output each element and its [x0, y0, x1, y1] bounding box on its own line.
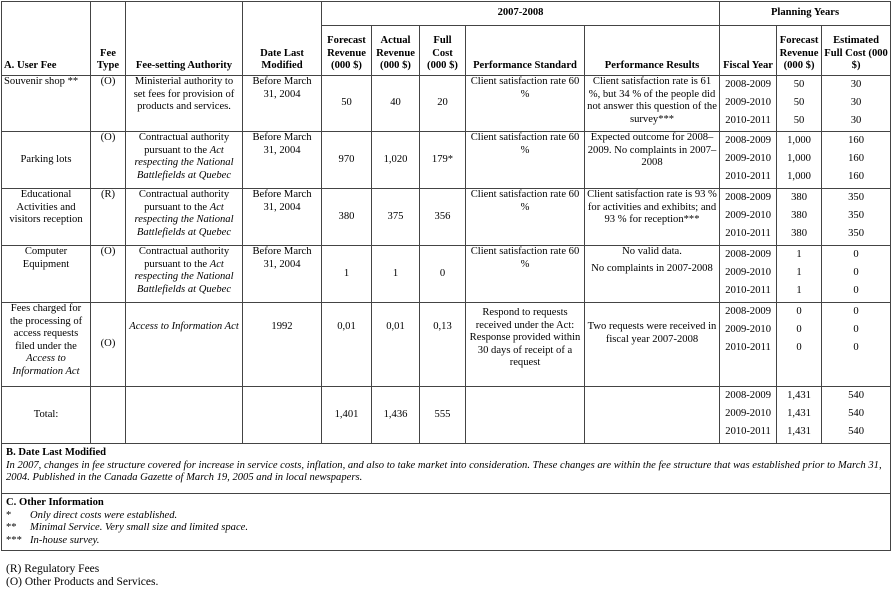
section-b-row	[2, 444, 891, 494]
forecast-cell: 970	[322, 132, 372, 189]
legend-other: (O) Other Products and Services.	[6, 576, 159, 588]
fiscal-years-cell: 2008-2009 2009-2010 2010-2011	[720, 246, 777, 303]
plan-revenue-cell: 380 380 380	[777, 189, 822, 246]
plan-cost-cell: 0 0 0	[822, 303, 891, 387]
forecast-cell: 1	[322, 246, 372, 303]
plan-revenue-cell: 1,431 1,431 1,431	[777, 387, 822, 444]
fiscal-years-cell: 2008-2009 2009-2010 2010-2011	[720, 76, 777, 132]
plan-revenue-cell: 0 0 0	[777, 303, 822, 387]
fullcost-cell: 20	[420, 76, 466, 132]
perf-standard-cell: Client satisfaction rate 60 %	[466, 132, 585, 189]
perf-standard-cell: Respond to requests received under the Act: Response provided within 30 days of receipt of a request	[466, 303, 585, 387]
col-perf-results-header: Performance Results	[585, 26, 720, 76]
empty-cell	[91, 387, 126, 444]
forecast-cell: 50	[322, 76, 372, 132]
note-text: In-house survey.	[30, 534, 100, 546]
user-fee-cell: Computer Equipment	[2, 246, 91, 303]
col-date-header: Date Last Modified	[243, 2, 322, 76]
date-cell: Before March 31, 2004	[243, 189, 322, 246]
forecast-cell: 0,01	[322, 303, 372, 387]
user-fee-cell: Souvenir shop **	[2, 76, 91, 132]
note-symbol: **	[6, 522, 17, 534]
fee-type-cell: (R)	[91, 189, 126, 246]
date-cell: Before March 31, 2004	[243, 132, 322, 189]
section-c	[2, 494, 891, 551]
section-b-title: B. Date Last Modified	[6, 447, 107, 458]
note-text: Only direct costs were established.	[30, 509, 178, 521]
total-actual: 1,436	[372, 387, 420, 444]
total-label: Total:	[2, 387, 91, 444]
date-cell: 1992	[243, 303, 322, 387]
header-group-row	[2, 2, 891, 26]
section-c-title: C. Other Information	[6, 497, 104, 508]
legend-regulatory: (R) Regulatory Fees	[6, 563, 100, 575]
empty-cell	[466, 387, 585, 444]
authority-cell: Access to Information Act	[126, 303, 243, 387]
col-fullcost-header: Full Cost (000 $)	[420, 26, 466, 76]
plan-cost-cell: 540 540 540	[822, 387, 891, 444]
perf-results-cell: Expected outcome for 2008–2009. No complaints in 2007–2008	[585, 132, 720, 189]
date-cell: Before March 31, 2004	[243, 246, 322, 303]
note-item	[6, 522, 886, 535]
plan-revenue-cell: 1 1 1	[777, 246, 822, 303]
actual-cell: 1,020	[372, 132, 420, 189]
fiscal-years-cell: 2008-2009 2009-2010 2010-2011	[720, 132, 777, 189]
fullcost-cell: 0	[420, 246, 466, 303]
authority-cell: Contractual authority pursuant to the Act respecting the National Battlefields at Quebec	[126, 189, 243, 246]
actual-cell: 375	[372, 189, 420, 246]
total-forecast: 1,401	[322, 387, 372, 444]
fee-type-cell: (O)	[91, 303, 126, 387]
period-header: 2007-2008	[322, 2, 720, 26]
perf-results-cell: No valid data. No complaints in 2007-2008	[585, 246, 720, 303]
perf-standard-cell: Client satisfaction rate 60 %	[466, 189, 585, 246]
col-forecast-revenue-header: Forecast Revenue (000 $)	[777, 26, 822, 76]
fee-type-cell: (O)	[91, 246, 126, 303]
col-forecast-header: Forecast Revenue (000 $)	[322, 26, 372, 76]
col-fiscal-year-header: Fiscal Year	[720, 26, 777, 76]
perf-results-cell: Two requests were received in fiscal year 2007-2008	[585, 303, 720, 387]
fiscal-years-cell: 2008-2009 2009-2010 2010-2011	[720, 387, 777, 444]
empty-cell	[585, 387, 720, 444]
user-fee-cell: Educational Activities and visitors reception	[2, 189, 91, 246]
section-c-row	[2, 494, 891, 551]
planning-years-header: Planning Years	[720, 2, 891, 26]
plan-revenue-cell: 1,000 1,000 1,000	[777, 132, 822, 189]
plan-cost-cell: 350 350 350	[822, 189, 891, 246]
fee-type-cell: (O)	[91, 76, 126, 132]
col-perf-standard-header: Performance Standard	[466, 26, 585, 76]
user-fee-cell: Fees charged for the processing of access requests filed under the Access to Information Act	[2, 303, 91, 387]
actual-cell: 40	[372, 76, 420, 132]
plan-revenue-cell: 50 50 50	[777, 76, 822, 132]
col-user-fee-header: A. User Fee	[2, 2, 91, 76]
fullcost-cell: 179*	[420, 132, 466, 189]
authority-cell: Ministerial authority to set fees for provision of products and services.	[126, 76, 243, 132]
table-row	[2, 303, 891, 387]
note-symbol: ***	[6, 534, 22, 546]
total-fullcost: 555	[420, 387, 466, 444]
table-row	[2, 132, 891, 189]
plan-cost-cell: 160 160 160	[822, 132, 891, 189]
note-symbol: *	[6, 509, 12, 521]
fullcost-cell: 0,13	[420, 303, 466, 387]
user-fees-table	[1, 1, 891, 551]
fiscal-years-cell: 2008-2009 2009-2010 2010-2011	[720, 303, 777, 387]
note-text: Minimal Service. Very small size and limited space.	[30, 522, 249, 534]
actual-cell: 1	[372, 246, 420, 303]
date-cell: Before March 31, 2004	[243, 76, 322, 132]
col-actual-header: Actual Revenue (000 $)	[372, 26, 420, 76]
fiscal-years-cell: 2008-2009 2009-2010 2010-2011	[720, 189, 777, 246]
forecast-cell: 380	[322, 189, 372, 246]
plan-cost-cell: 0 0 0	[822, 246, 891, 303]
perf-results-cell: Client satisfaction rate is 93 % for activities and exhibits; and 93 % for reception***	[585, 189, 720, 246]
note-item	[6, 510, 886, 523]
perf-results-cell: Client satisfaction rate is 61 %, but 34 % of the people did not answer this question of the survey***	[585, 76, 720, 132]
authority-cell: Contractual authority pursuant to the Act respecting the National Battlefields at Quebec	[126, 246, 243, 303]
table-row	[2, 246, 891, 303]
authority-cell: Contractual authority pursuant to the Act respecting the National Battlefields at Quebec	[126, 132, 243, 189]
col-est-full-cost-header: Estimated Full Cost (000 $)	[822, 26, 891, 76]
user-fee-cell: Parking lots	[2, 132, 91, 189]
fullcost-cell: 356	[420, 189, 466, 246]
plan-cost-cell: 30 30 30	[822, 76, 891, 132]
col-authority-header: Fee-setting Authority	[126, 2, 243, 76]
table-row	[2, 76, 891, 132]
empty-cell	[126, 387, 243, 444]
col-fee-type-header: Fee Type	[91, 2, 126, 76]
note-item	[6, 535, 886, 548]
section-b	[2, 444, 891, 494]
fee-type-cell: (O)	[91, 132, 126, 189]
perf-standard-cell: Client satisfaction rate 60 %	[466, 246, 585, 303]
total-row	[2, 387, 891, 444]
perf-standard-cell: Client satisfaction rate 60 %	[466, 76, 585, 132]
actual-cell: 0,01	[372, 303, 420, 387]
section-b-text: In 2007, changes in fee structure covered for increase in service costs, inflation, and also to take market into consideration. These changes are within the fee structure that was established prior to March 31, 2004. Published in the Canada Gazette of March 19, 2005 and in local newspapers.	[6, 459, 882, 484]
table-row	[2, 189, 891, 246]
empty-cell	[243, 387, 322, 444]
